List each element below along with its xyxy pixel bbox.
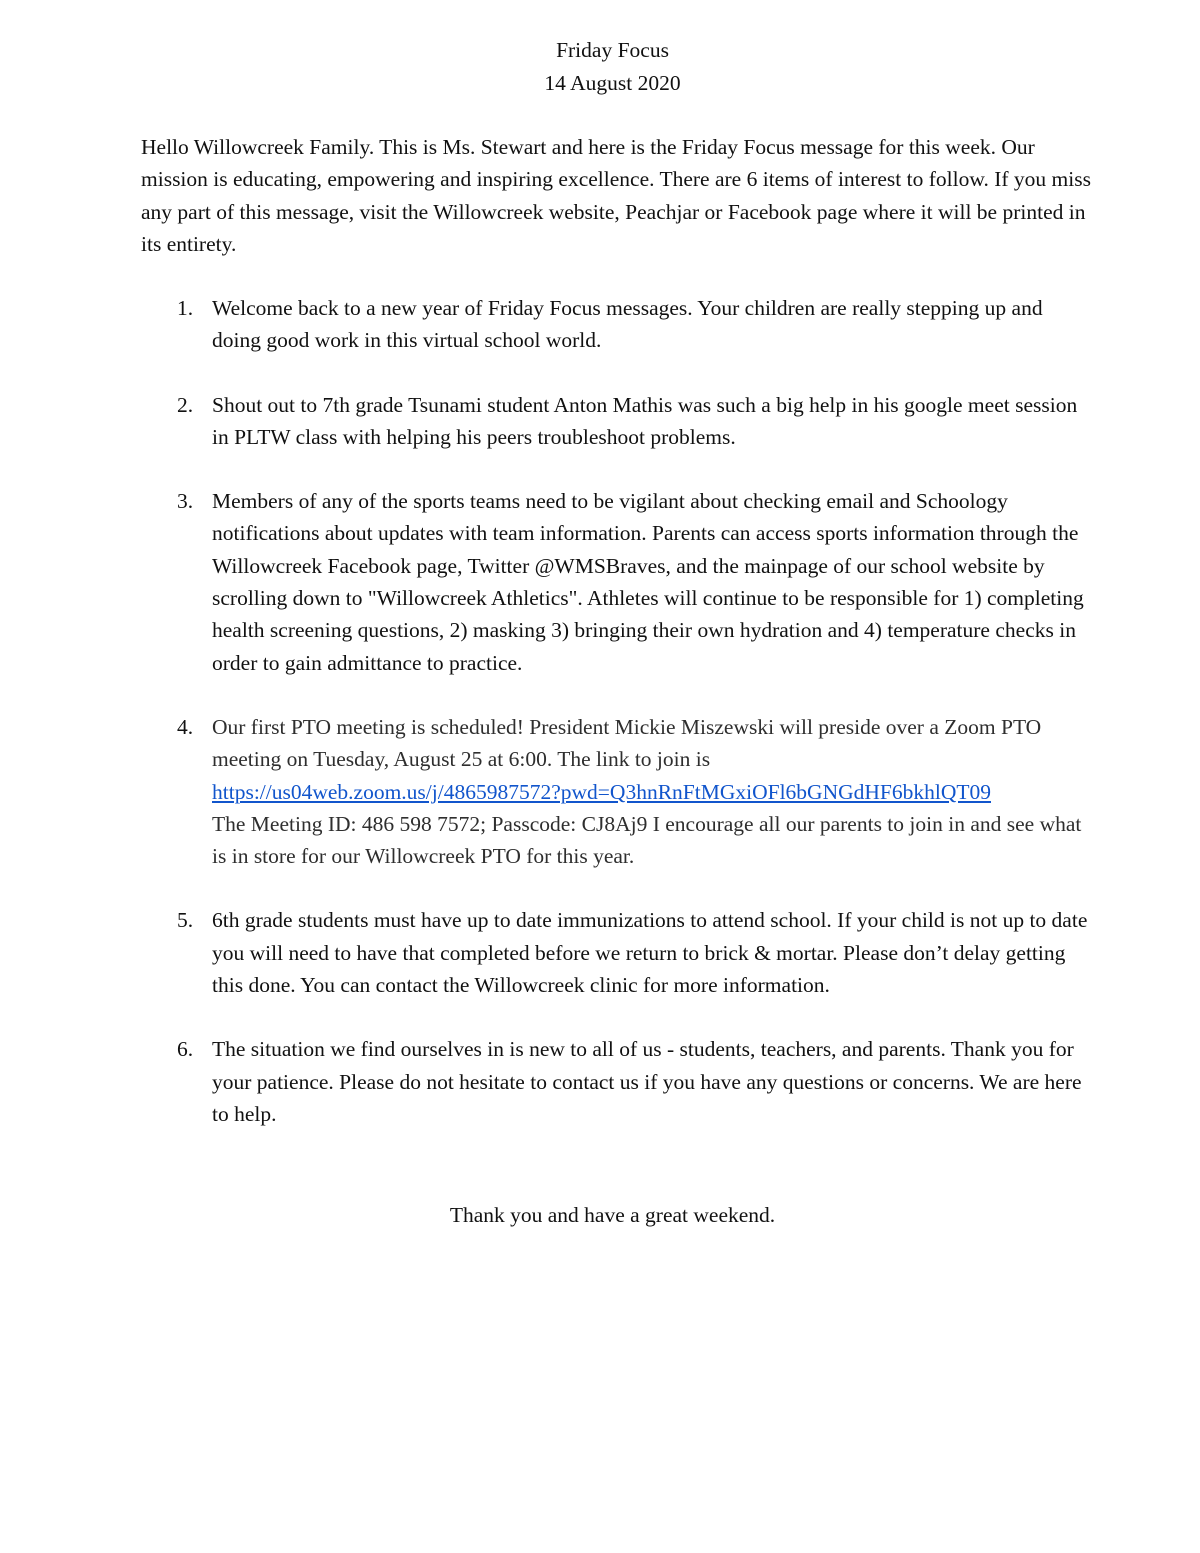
list-item-3 xyxy=(141,485,1096,679)
item-text: Shout out to 7th grade Tsunami student Anton Mathis was such a big help in his google meet session in PLTW class with helping his peers troubleshoot problems. xyxy=(212,392,1078,449)
list-item-4 xyxy=(141,711,1096,872)
list-item-1 xyxy=(141,292,1096,357)
document-title: Friday Focus xyxy=(556,38,669,62)
item-text-pto-announcement: Our first PTO meeting is scheduled! President Mickie Miszewski will preside over a Zoom PTO meeting on Tuesday, August 25 at 6:00. The link to join is xyxy=(212,714,1042,772)
item-number: 4. xyxy=(177,714,194,739)
item-text: Welcome back to a new year of Friday Focus messages. Your children are really stepping up and doing good work in this virtual school world. xyxy=(212,296,1043,353)
item-text: The situation we find ourselves in is new to all of us - students, teachers, and parents. Thank you for your patience. Please do not hesitate to contact us if you have any questions or concerns. We are here to help. xyxy=(212,1037,1082,1126)
item-number: 3. xyxy=(177,489,194,514)
item-text: 6th grade students must have up to date immunizations to attend school. If your child is not up to date you will need to have that completed before we return to brick & mortar. Please don’t delay getting this done. You can contact the Willowcreek clinic for more information. xyxy=(212,908,1088,998)
items-list xyxy=(141,292,1096,1162)
zoom-meeting-link[interactable]: https://us04web.zoom.us/j/4865987572?pwd=Q3hnRnFtMGxiOFl6bGNGdHF6bkhlQT09 xyxy=(212,779,991,804)
list-item-5 xyxy=(141,904,1096,1001)
document-date: 14 August 2020 xyxy=(544,71,681,95)
list-item-6 xyxy=(141,1033,1096,1130)
item-number: 2. xyxy=(177,392,194,417)
list-item-2 xyxy=(141,389,1096,454)
document-header xyxy=(0,34,1200,100)
item-text: Members of any of the sports teams need to be vigilant about checking email and Schoology notifications about updates with team information. Parents can access sports information through the Willowcreek Facebook page, Twitter @WMSBraves, and the mainpage of our school website by scrolling down to "Willowcreek Athletics". Athletes will continue to be responsible for 1) completing health screening questions, 2) masking 3) bringing their own hydration and 4) temperature checks in order to gain admittance to practice. xyxy=(212,489,1084,675)
item-number: 1. xyxy=(177,296,194,320)
intro-paragraph: Hello Willowcreek Family. This is Ms. Stewart and here is the Friday Focus message for this week. Our mission is educating, empowering and inspiring excellence. There are 6 items of interest to follow. If you miss any part of this message, visit the Willowcreek website, Peachjar or Facebook page where it will be printed in its entirety. xyxy=(141,135,1091,256)
item-text-meeting-details: The Meeting ID: 486 598 7572; Passcode: CJ8Aj9 I encourage all our parents to join in and see what is in store for our Willowcreek PTO for this year. xyxy=(212,811,1082,869)
closing-line: Thank you and have a great weekend. xyxy=(449,1203,776,1227)
item-number: 5. xyxy=(177,908,194,933)
item-number: 6. xyxy=(177,1037,194,1062)
